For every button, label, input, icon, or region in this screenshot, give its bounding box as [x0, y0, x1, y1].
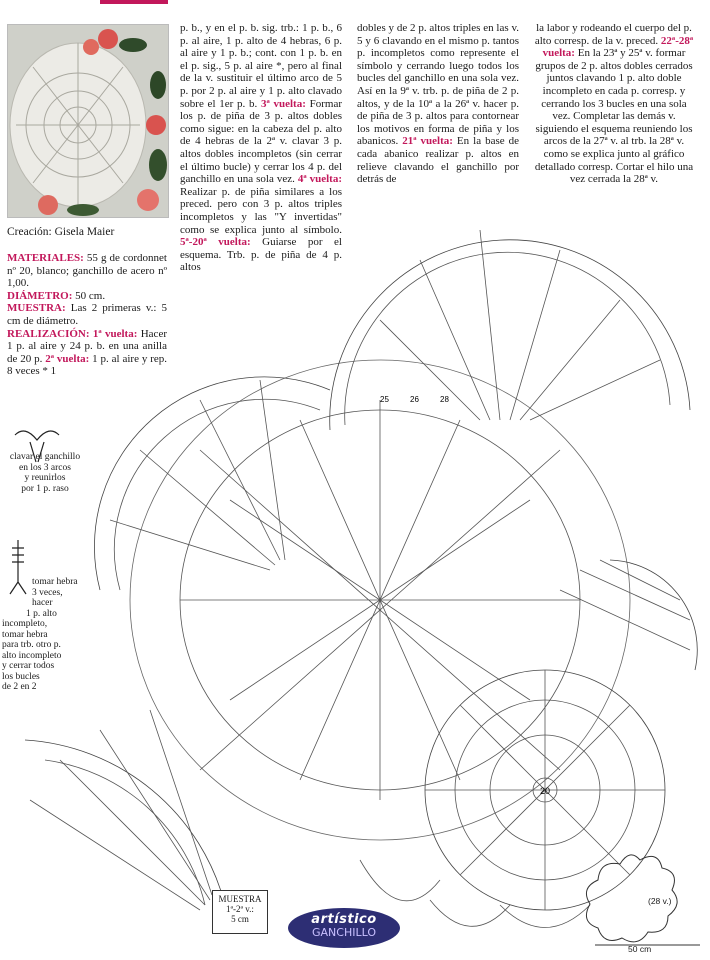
col3-text: la labor y rodeando el cuerpo del p. alto corresp. de la v. preced. [534, 22, 692, 47]
round2-text: 1 p. al aire y rep. 8 veces * 1 [7, 352, 167, 378]
diameter-text: 50 cm. [72, 289, 106, 302]
round22-28-text: En la 23ª y 25ª v. formar grupos de 2 p. altos dobles cerrados juntos clavando 1 p. alto doble incompleto en cada p. corresp. y cerrando los 3 bucles en una sola vez. Completar las demás v. siguiendo el esquema reuniendo los arcos de la 27ª v. al trb. la 28ª v. como se explica junto al gráfico detallado corresp. Cortar el hilo una vez cerrada la 28ª v. [534, 47, 694, 186]
logo-line-2: GANCHILLO [312, 926, 376, 939]
round5-20-text: Guiarse por el esquema. Trb. p. de piña de 4 p. altos [180, 236, 342, 274]
round22-28-label: 22ª-28ª vuelta: [542, 34, 694, 60]
diagram-label-28: 28 [440, 395, 449, 404]
instructions-column-3 [533, 22, 695, 186]
materials-text: 55 g de cordonnet nº 20, blanco; ganchillo de acero nº 1,00. [7, 252, 167, 290]
doily-photo [7, 24, 169, 218]
legend2-line-6: tomar hebra [2, 629, 48, 640]
sample-label: MUESTRA: [7, 302, 66, 315]
instructions-column-2 [357, 22, 519, 186]
col1-text: p. b., y en el p. b. sig. trb.: 1 p. b., 6 p. al aire, 1 p. alto de 4 hebras, 6 p. al aire y 1 p. b.; cont. con 1 p. b. en el p. sig., 5 p. al aire *, pero al final de la v. sustituir el último arco de 5 p. por 2 p. al aire y 1 p. alto clavado sobre el 1er p. b. [180, 22, 342, 110]
legend2-line-7: para trb. otro p. [2, 640, 61, 650]
realization-label: REALIZACIÓN: [7, 327, 90, 340]
diameter-label: DIÁMETRO: [7, 289, 73, 302]
legend-join-arcs [4, 452, 86, 494]
legend1-line-3: y reunirlos [24, 473, 66, 483]
diagram-label-26: 26 [410, 395, 419, 404]
round21-text: En la base de cada abanico realizar p. altos en relieve clavando el ganchillo por detrás de [357, 135, 519, 186]
sample-text: Las 2 primeras v.: 5 cm de diámetro. [7, 302, 167, 327]
legend2-line-1: tomar hebra [32, 577, 78, 587]
diagram-label-20: 20 [539, 786, 551, 796]
legend2-line-4: 1 p. alto [26, 608, 57, 619]
top-accent-bar [100, 0, 168, 4]
round4-label: 4ª vuelta: [297, 173, 343, 186]
legend-inverted-y [2, 577, 92, 693]
round21-label: 21ª vuelta: [402, 135, 453, 148]
round4-text: Realizar p. de piña similares a los preced. pero con 3 p. altos triples incompletos y las "Y invertidas" como se explica junto al símbolo. [180, 185, 342, 236]
legend2-line-5: incompleto, [2, 619, 48, 629]
legend2-line-2: 3 veces, [32, 587, 63, 598]
magazine-logo [288, 908, 400, 948]
legend2-line-8: alto incompleto [2, 650, 62, 661]
legend2-line-11: de 2 en 2 [2, 682, 37, 692]
round3-label: 3ª vuelta: [260, 97, 306, 110]
round5-20-label: 5ª-20ª vuelta: [180, 236, 251, 249]
legend1-line-4: por 1 p. raso [21, 483, 69, 494]
small-diagram-size-label: 50 cm [628, 944, 652, 954]
legend1-line-2: en los 3 arcos [19, 462, 71, 473]
round1-label: 1ª vuelta: [89, 327, 138, 340]
legend2-line-3: hacer [32, 598, 53, 608]
crochet-chart [0, 190, 710, 960]
legend2-line-10: los bucles [2, 671, 40, 682]
muestra-line-2: 1ª-2ª v.: [226, 904, 254, 914]
muestra-line-1: MUESTRA [218, 894, 262, 904]
sample-size-box [212, 890, 268, 934]
diagram-label-25: 25 [380, 395, 389, 404]
round2-label: 2ª vuelta: [42, 352, 90, 365]
logo-line-1: artístico [311, 912, 377, 927]
round3-text: Formar los p. de piña de 3 p. altos dobles como sigue: en la cabeza del p. alto de 4 hebras de la 2ª v. clavar 3 p. altos dobles incompletos (sin cerrar el último bucle) y cerrar los 4 p. del ganchillo en una sola vez. [180, 97, 343, 186]
legend1-line-1: clavar el ganchillo [9, 452, 81, 462]
credit-line: Creación: Gisela Maier [7, 226, 115, 238]
col2-text: dobles y de 2 p. altos triples en las v. 5 y 6 clavando en el mismo p. tantos p. incompletos como represente el símbolo y cerrando luego todos los bucles del ganchillo en una sola vez. Así en la 9ª v. trb. p. de piña de 2 p. altos, y de la 10ª a la 26ª v. hacer p. de piña de 3 p. altos para contornear los motivos en forma de piña y los abanicos. [357, 22, 519, 148]
materials-label: MATERIALES: [7, 252, 84, 264]
small-diagram-round-label: (28 v.) [648, 896, 672, 906]
muestra-line-3: 5 cm [231, 914, 249, 924]
legend2-line-9: y cerrar todos [2, 661, 55, 671]
round1-text: Hacer 1 p. al aire y 24 p. b. en una anilla de 20 p. [7, 327, 167, 365]
